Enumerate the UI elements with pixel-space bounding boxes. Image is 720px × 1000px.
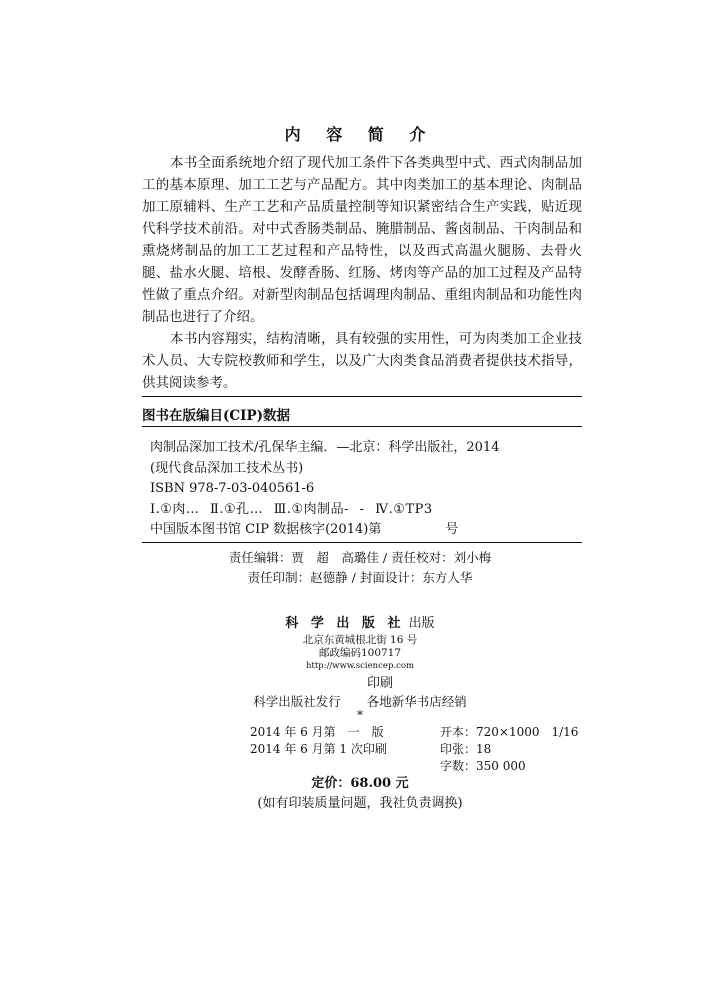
cip-csn-suffix: 号	[445, 522, 459, 537]
edition-date: 2014 年 6 月第 一 版	[250, 725, 384, 739]
publisher-address: 北京东黄城根北街 16 号	[302, 634, 418, 646]
publisher-url: http://www.sciencep.com	[305, 661, 415, 671]
publisher-name: 科 学 出 版 社	[285, 616, 405, 631]
cip-bottom-rule	[142, 542, 582, 543]
word-count: 字数：350 000	[440, 759, 526, 773]
publisher-suffix: 出版	[408, 616, 435, 631]
cip-csn-prefix: 中国版本图书馆 CIP 数据核字(2014)第	[150, 522, 382, 537]
intro-title: 内 容 简 介	[284, 125, 436, 144]
distributor: 科学出版社发行	[253, 694, 341, 709]
printer-line: 印刷	[366, 676, 393, 691]
quality-note: (如有印装质量问题，我社负责调换)	[257, 796, 463, 811]
credits-editors: 责任编辑：贾 超 高璐佳 / 责任校对：刘小梅	[228, 550, 492, 565]
format-block	[440, 724, 578, 775]
edition-block	[250, 724, 387, 758]
separator-star: *	[357, 708, 363, 722]
printed-sheets: 印张：18	[440, 742, 492, 756]
seller: 各地新华书店经销	[366, 694, 467, 709]
price: 定价：68.00 元	[311, 776, 409, 791]
intro-paragraph-1: 本书全面系统地介绍了现代加工条件下各类典型中式、西式肉制品加工的基本原理、加工工艺与产品配方。其中肉类加工的基本理论、肉制品加工原辅料、生产工艺和产品质量控制等知识紧密结合生产实践，贴近现代科学技术前沿。对中式香肠类制品、腌腊制品、酱卤制品、干肉制品和熏烧烤制品的加工工艺过程和产品特性，以及西式高温火腿肠、去骨火腿、盐水火腿、培根、发酵香肠、红肠、烤肉等产品的加工过程及产品特性做了重点介绍。对新型肉制品包括调理肉制品、重组肉制品和功能性肉制品也进行了介绍。	[142, 155, 582, 325]
cip-title-rule	[142, 426, 582, 427]
credits	[0, 548, 720, 588]
publisher-line	[0, 612, 720, 631]
book-format: 开本：720×1000 1/16	[440, 725, 579, 739]
cip-title: 图书在版编目(CIP)数据	[142, 408, 290, 424]
printing-date: 2014 年 6 月第 1 次印刷	[250, 742, 387, 756]
credits-production: 责任印制：赵德静 / 封面设计：东方人华	[247, 570, 473, 585]
cip-csn	[150, 520, 499, 541]
cip-series-line: (现代食品深加工技术丛书)	[150, 460, 304, 476]
cip-top-rule	[142, 396, 582, 397]
publisher-postcode: 邮政编码100717	[318, 647, 402, 659]
intro-text	[142, 152, 582, 394]
cip-title-line: 肉制品深加工技术/孔保华主编．—北京：科学出版社，2014	[150, 440, 500, 455]
cip-record	[150, 438, 499, 541]
intro-paragraph-2: 本书内容翔实，结构清晰，具有较强的实用性，可为肉类加工企业技术人员、大专院校教师和学生，以及广大肉类食品消费者提供技术指导，供其阅读参考。	[142, 331, 582, 391]
publisher-address-block	[0, 634, 720, 673]
cip-isbn: ISBN 978-7-03-040561-6	[150, 481, 315, 496]
cip-classification: Ⅰ.①肉… Ⅱ.①孔… Ⅲ.①肉制品- - Ⅳ.①TP3	[150, 501, 433, 517]
